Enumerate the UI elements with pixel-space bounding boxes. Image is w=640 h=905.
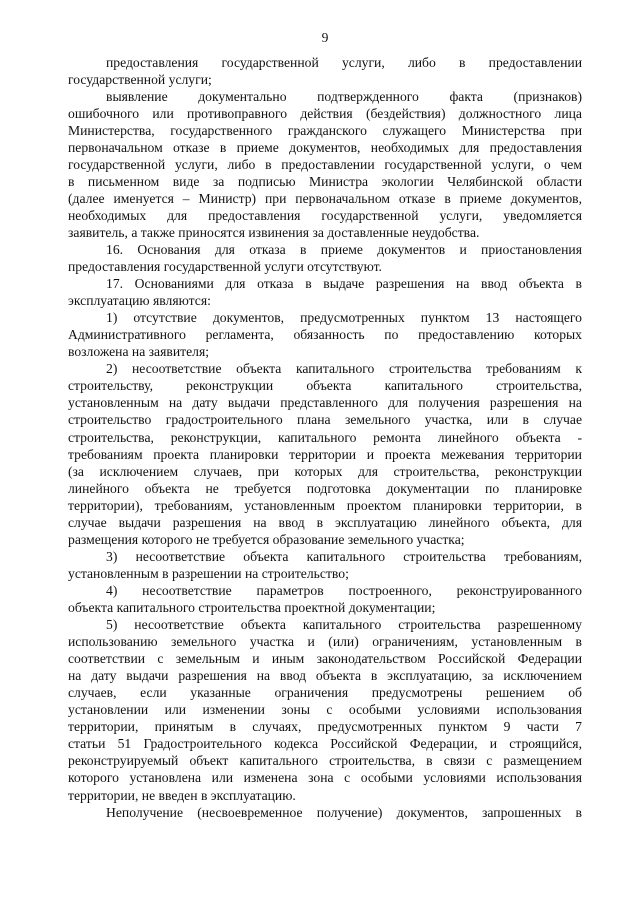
text-line: случаев, если указанные ограничения предусмотрены решением об: [68, 685, 582, 701]
text-line: использованию земельного участка и (или) ограничениям, установленным в: [68, 634, 582, 650]
text-line: территории), требованиям, установленным проектом планировки территории, в: [68, 497, 582, 513]
text-line: заявитель, а также приносятся извинения за доставленные неудобства.: [68, 224, 480, 240]
text-line: строительству, реконструкции объекта капитального строительства,: [68, 378, 582, 394]
text-line: выявление документально подтвержденного факта (признаков): [106, 88, 582, 104]
paragraph-8: [68, 582, 582, 616]
text-line: территории, не введен в эксплуатацию.: [68, 787, 296, 803]
text-line: 5) несоответствие объекта капитального строительства разрешенному: [106, 617, 582, 633]
text-line: Неполучение (несвоевременное получение) документов, запрошенных в: [106, 804, 582, 820]
text-line: (далее именуется – Министр) при первоначальном отказе в приеме документов,: [68, 190, 582, 206]
text-line: государственной услуги, либо в предоставлении государственной услуги, о чем: [68, 156, 582, 172]
text-line: статьи 51 Градостроительного кодекса Российской Федерации, и строящийся,: [68, 736, 582, 752]
text-line: на дату выдачи разрешения на ввод объекта в эксплуатацию, за исключением: [68, 668, 582, 684]
text-line: предоставления государственной услуги отсутствуют.: [68, 259, 382, 275]
paragraph-3: [68, 241, 582, 275]
text-line: необходимых для предоставления государственной услуги, уведомляется: [68, 207, 582, 223]
text-line: Министерства, государственного гражданского служащего Министерства при: [68, 122, 582, 138]
paragraph-5: [68, 309, 582, 360]
document-page: [68, 0, 582, 905]
text-line: случае выдачи разрешения на ввод в эксплуатацию линейного объекта, для: [68, 514, 582, 530]
paragraph-7: [68, 548, 582, 582]
text-line: ошибочного или противоправного действия (бездействия) должностного лица: [68, 105, 582, 121]
text-line: 1) отсутствие документов, предусмотренных пунктом 13 настоящего: [106, 310, 582, 326]
paragraph-1: [68, 54, 582, 88]
text-line: объекта капитального строительства проектной документации;: [68, 600, 436, 615]
document-body: [68, 54, 582, 821]
text-line: строительство градостроительного плана земельного участка, или в случае: [68, 412, 582, 428]
text-line: требованиям проекта планировки территории и проекта межевания территории: [68, 446, 582, 462]
text-line: установлении или изменении зоны с особыми условиями использования: [68, 702, 582, 718]
text-line: эксплуатацию являются:: [68, 293, 211, 309]
text-line: установленным в разрешении на строительство;: [68, 565, 349, 581]
text-line: строительства, реконструкции, капитального ремонта линейного объекта -: [68, 429, 582, 445]
text-line: Административного регламента, обязанность по предоставлению которых: [68, 327, 582, 343]
page-number: 9: [321, 30, 329, 45]
text-line: 4) несоответствие параметров построенного, реконструированного: [106, 582, 582, 598]
text-line: размещения которого не требуется образование земельного участка;: [68, 531, 465, 547]
paragraph-6: [68, 360, 582, 548]
text-line: соответствии с земельным и иным законодательством Российской Федерации: [68, 651, 582, 667]
text-line: реконструируемый объект капитального строительства, в связи с размещением: [68, 753, 582, 769]
text-line: которого установлена или изменена зона с особыми условиями использования: [68, 770, 582, 786]
paragraph-10: [68, 804, 582, 821]
text-line: 3) несоответствие объекта капитального строительства требованиям,: [106, 548, 582, 564]
text-line: в письменном виде за подписью Министра экологии Челябинской области: [68, 173, 582, 189]
text-line: возложена на заявителя;: [68, 344, 210, 360]
text-line: установленным на дату выдачи представленного для получения разрешения на: [68, 395, 582, 411]
text-line: 16. Основания для отказа в приеме документов и приостановления: [106, 242, 582, 258]
paragraph-9: [68, 616, 582, 804]
paragraph-4: [68, 275, 582, 309]
text-line: государственной услуги;: [68, 71, 212, 87]
text-line: (за исключением случаев, при которых для строительства, реконструкции: [68, 463, 582, 479]
text-line: линейного объекта не требуется подготовка документации по планировке: [68, 480, 582, 496]
text-line: первоначальном отказе в приеме документов, необходимых для предоставления: [68, 139, 582, 155]
paragraph-2: [68, 88, 582, 241]
text-line: территории, принятым в случаях, предусмотренных пунктом 9 части 7: [68, 719, 582, 735]
text-line: 17. Основаниями для отказа в выдаче разрешения на ввод объекта в: [106, 276, 582, 292]
text-line: предоставления государственной услуги, либо в предоставлении: [106, 54, 582, 70]
text-line: 2) несоответствие объекта капитального строительства требованиям к: [106, 361, 582, 377]
